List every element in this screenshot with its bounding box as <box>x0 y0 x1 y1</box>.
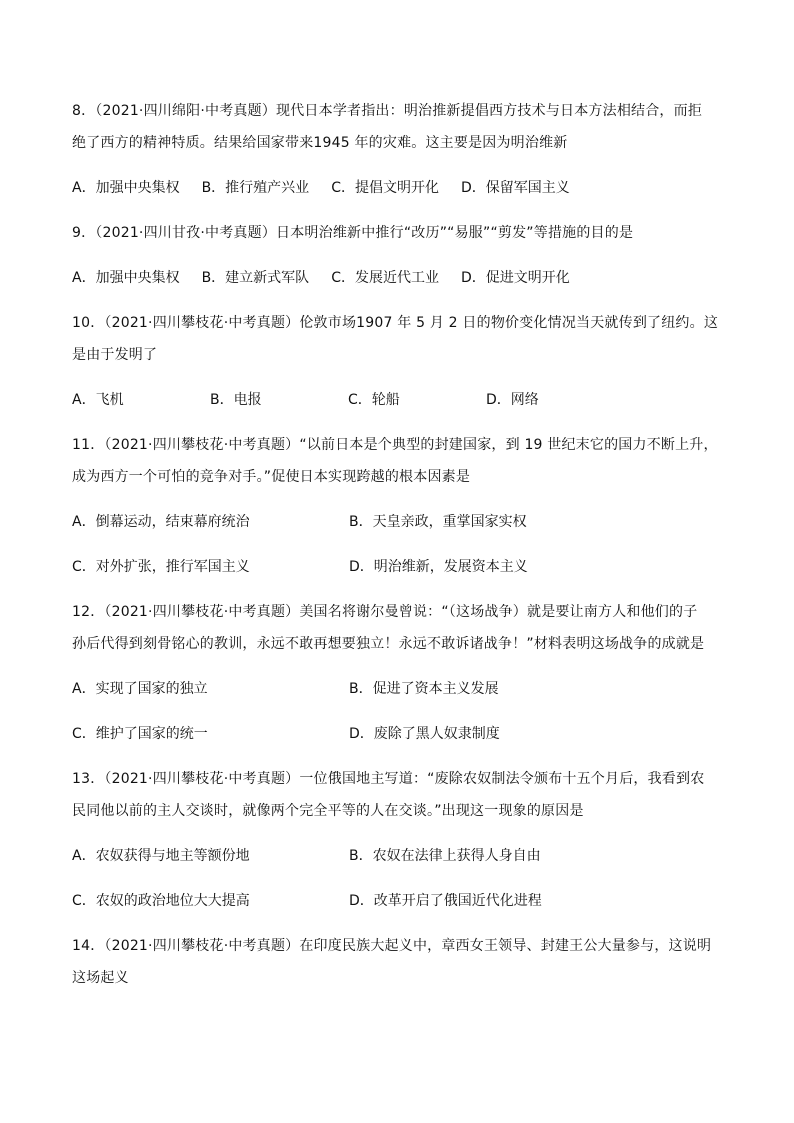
option-b[interactable]: B．推行殖产兴业 <box>201 180 310 196</box>
options-row <box>72 556 732 578</box>
question-stem-line: 成为西方一个可怕的竞争对手。”促使日本实现跨越的根本因素是 <box>72 469 471 485</box>
options-row <box>72 267 732 289</box>
option-d[interactable]: D．改革开启了俄国近代化进程 <box>349 893 542 909</box>
question-10 <box>72 312 732 411</box>
option-b[interactable]: B．促进了资本主义发展 <box>349 681 499 697</box>
options-row <box>72 845 732 867</box>
options-row <box>72 678 732 700</box>
question-stem-line: 11．（2021·四川攀枝花·中考真题）“以前日本是个典型的封建国家，到 19 世纪末它的国力不断上升， <box>72 437 718 453</box>
option-b[interactable]: B．天皇亲政，重掌国家实权 <box>349 514 527 530</box>
option-b[interactable]: B．电报 <box>210 392 262 408</box>
options-row <box>72 511 732 533</box>
option-d[interactable]: D．废除了黑人奴隶制度 <box>349 726 500 742</box>
option-d[interactable]: D．明治维新，发展资本主义 <box>349 559 528 575</box>
option-c[interactable]: C．提倡文明开化 <box>331 180 439 196</box>
question-stem-line: 12．（2021·四川攀枝花·中考真题）美国名将谢尔曼曾说：“（这场战争）就是要让南方人和他们的子 <box>72 604 698 620</box>
question-stem-line: 民同他以前的主人交谈时，就像两个完全平等的人在交谈。”出现这一现象的原因是 <box>72 803 584 819</box>
question-stem-line: 是由于发明了 <box>72 347 158 363</box>
option-a[interactable]: A．倒幕运动，结束幕府统治 <box>72 514 250 530</box>
options-row <box>72 389 732 411</box>
question-stem-line: 13．（2021·四川攀枝花·中考真题）一位俄国地主写道：“废除农奴制法令颁布十五个月后，我看到农 <box>72 771 705 787</box>
question-9 <box>72 222 732 289</box>
option-d[interactable]: D．保留军国主义 <box>460 180 570 196</box>
option-c[interactable]: C．维护了国家的统一 <box>72 726 208 742</box>
question-stem-line: 孙后代得到刻骨铭心的教训，永远不敢再想要独立！永远不敢诉诸战争！”材料表明这场战争的成就是 <box>72 636 705 652</box>
question-stem-line: 10．（2021·四川攀枝花·中考真题）伦敦市场1907 年 5 月 2 日的物价变化情况当天就传到了纽约。这 <box>72 315 719 331</box>
option-a[interactable]: A．加强中央集权 <box>72 180 180 196</box>
option-c[interactable]: C．农奴的政治地位大大提高 <box>72 893 250 909</box>
option-c[interactable]: C．发展近代工业 <box>331 270 439 286</box>
question-8 <box>72 100 732 199</box>
question-stem-line: 9．（2021·四川甘孜·中考真题）日本明治维新中推行“改历”“易服”“剪发”等措施的目的是 <box>72 225 634 241</box>
question-stem-line: 8．（2021·四川绵阳·中考真题）现代日本学者指出：明治推新提倡西方技术与日本方法相结合，而拒 <box>72 103 703 119</box>
option-b[interactable]: B．农奴在法律上获得人身自由 <box>349 848 541 864</box>
option-a[interactable]: A．加强中央集权 <box>72 270 180 286</box>
option-d[interactable]: D．网络 <box>486 392 539 408</box>
option-b[interactable]: B．建立新式军队 <box>201 270 310 286</box>
question-11 <box>72 434 732 578</box>
options-row <box>72 177 732 199</box>
option-a[interactable]: A．飞机 <box>72 392 124 408</box>
question-stem-line: 这场起义 <box>72 970 129 986</box>
question-12 <box>72 601 732 745</box>
question-13 <box>72 768 732 912</box>
option-c[interactable]: C．轮船 <box>348 392 400 408</box>
question-list <box>72 100 732 989</box>
option-c[interactable]: C．对外扩张，推行军国主义 <box>72 559 250 575</box>
option-a[interactable]: A．农奴获得与地主等额份地 <box>72 848 250 864</box>
options-row <box>72 723 732 745</box>
option-d[interactable]: D．促进文明开化 <box>460 270 570 286</box>
question-14 <box>72 935 732 989</box>
option-a[interactable]: A．实现了国家的独立 <box>72 681 208 697</box>
options-row <box>72 890 732 912</box>
question-stem-line: 14．（2021·四川攀枝花·中考真题）在印度民族大起义中，章西女王领导、封建王公大量参与，这说明 <box>72 938 712 954</box>
question-stem-line: 绝了西方的精神特质。结果给国家带来1945 年的灾难。这主要是因为明治维新 <box>72 135 568 151</box>
